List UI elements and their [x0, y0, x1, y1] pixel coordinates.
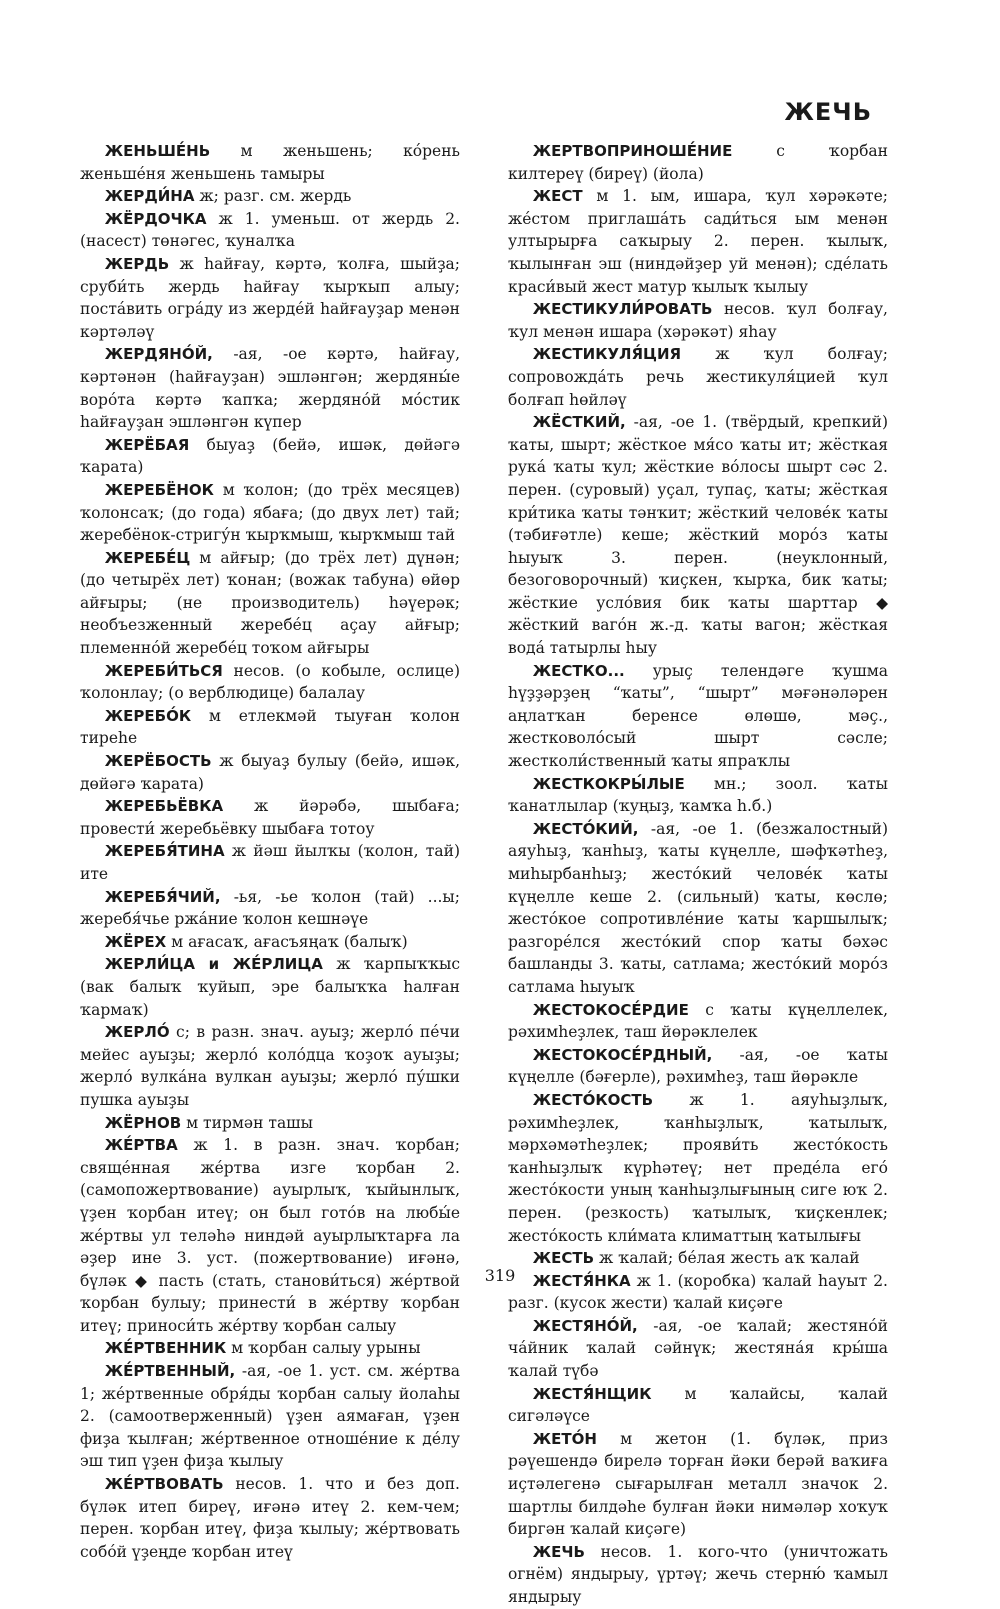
dictionary-entry	[508, 1089, 888, 1247]
entry-headword: ЖЁРЕХ	[104, 932, 167, 951]
dictionary-entry	[508, 660, 888, 773]
entry-headword: ЖЕЧЬ	[532, 1542, 585, 1561]
entry-definition: ж 1. в разн. знач. ҡорбан; свяще́нная же́ртва изге ҡорбан 2. (самопожертвование) ауырлыҡ, ҡыйынлыҡ, үҙен ҡорбан итеү; он был гото́в на любы́е же́ртвы ул теләһә ниндәй ауырлыҡтарға ла әҙер ине 3. уст. (пожертвование) иғәнә, бүләк ◆ пасть (стать, станови́ться) же́ртвой ҡорбан булыу; принести́ в же́ртву ҡорбан итеү; приноси́ть же́ртву ҡорбан салыу	[80, 1136, 460, 1335]
dictionary-entry	[80, 953, 460, 1021]
dictionary-entry	[80, 208, 460, 253]
dictionary-entry	[508, 140, 888, 185]
dictionary-entry	[80, 886, 460, 931]
entry-definition: м тирмән ташы	[181, 1113, 313, 1132]
entry-headword: ЖЕ́РТВОВАТЬ	[104, 1475, 224, 1494]
entry-headword: ЖЕСТКО...	[532, 661, 625, 680]
entry-headword: ЖЕСТЬ	[532, 1249, 595, 1268]
entry-definition: ж ҡарпыҡҡыс (вак балыҡ ҡуйып, эре балыҡҡа һалған ҡармаҡ)	[80, 955, 461, 1019]
entry-headword: ЖЕСТИКУЛИ́РОВАТЬ	[532, 300, 713, 319]
entry-definition: -ья, -ье ҡолон (тай) ...ы; жеребя́чье ржа́ние ҡолон кешнәүе	[80, 887, 460, 929]
dictionary-entry	[80, 1021, 460, 1111]
entry-definition: ж 1. уменьш. от жердь 2. (насест) төнәгес, ҡуналҡа	[80, 209, 460, 251]
entry-definition: ж ҡул болғау; сопровожда́ть речь жестикуля́цией ҡул болғап һөйләү	[508, 345, 888, 409]
entry-definition: несов. (о кобыле, ослице) ҡолонлау; (о верблюдице) балалау	[80, 661, 460, 703]
entry-definition: быуаҙ (бейә, ишәк, дөйәгә ҡарата)	[80, 435, 460, 477]
entry-headword: ЖЕРЕБЯ́ЧИЙ,	[104, 887, 221, 906]
entry-definition: -ая, -ое кәртә, һайғау, кәртәнән (һайғауҙан) эшләнгән; жердяны́е воро́та кәртә ҡапҡа; жердяно́й мо́стик һайғауҙан эшләнгән күпер	[80, 345, 460, 432]
entry-headword: ЖЁРДОЧКА	[104, 209, 207, 228]
dictionary-entry	[508, 1383, 888, 1428]
entry-definition: ж ҡалай; бе́лая жесть аҡ ҡалай	[594, 1249, 860, 1268]
entry-headword: ЖЕ́РТВА	[104, 1136, 178, 1155]
entry-definition: ж быуаҙ булыу (бейә, ишәк, дөйәгә ҡарата)	[80, 752, 460, 793]
dictionary-entry	[508, 298, 888, 343]
entry-headword: ЖЕРЕБЬЁВКА	[104, 797, 224, 816]
entry-headword: ЖЕСТКОКРЫ́ЛЫЕ	[532, 774, 685, 793]
dictionary-entry	[508, 1315, 888, 1383]
entry-headword: ЖЕСТОКОСЕ́РДИЕ	[532, 1000, 689, 1019]
entry-headword: ЖЕСТ	[532, 187, 583, 206]
entry-definition: ж йәш йылҡы (ҡолон, тай) ите	[80, 842, 460, 883]
entry-headword: ЖЕТО́Н	[532, 1429, 597, 1448]
entry-headword: ЖЕ́РТВЕННЫЙ,	[104, 1362, 236, 1381]
dictionary-entry	[508, 818, 888, 999]
entry-headword: ЖЕРТВОПРИНОШЕ́НИЕ	[532, 142, 733, 160]
dictionary-entry	[508, 1428, 888, 1541]
entry-headword: ЖЁСТКИЙ,	[532, 413, 626, 432]
dictionary-entry	[80, 1134, 460, 1337]
entry-headword: ЖЕРДИ́НА	[104, 187, 195, 206]
entry-definition: м ҡолон; (до трёх месяцев) ҡолонсаҡ; (до года) ябаға; (до двух лет) тай; жеребёнок-стригу́н ҡырҡмыш, ҡырҡмыш тай	[80, 480, 460, 545]
dictionary-entry	[508, 343, 888, 411]
dictionary-entry	[80, 660, 460, 705]
running-head: ЖЕЧЬ	[784, 98, 872, 126]
dictionary-entry	[80, 795, 460, 840]
dictionary-entry	[80, 1473, 460, 1563]
entry-headword: ЖЕСТО́КИЙ,	[532, 819, 639, 838]
entry-definition: -ая, -ое 1. (безжалостный) аяуһыҙ, ҡанһыҙ, ҡаты күңелле, шәфҡәтһеҙ, миһырбанһыҙ; жесто́кий челове́к ҡаты күңелле кеше 2. (сильный) ҡаты, көслө; жесто́кое сопротивле́ние ҡаты ҡаршылыҡ; разгоре́лся жесто́кий спор ҡаты бәхәс башланды 3. ҡаты, сатлама; жесто́кий моро́з сатлама һыуыҡ	[508, 819, 888, 996]
dictionary-entry	[80, 750, 460, 795]
entry-definition: м ҡорбан салыу урыны	[226, 1339, 421, 1358]
entry-definition: -ая, -ое 1. (твёрдый, крепкий) ҡаты, шырт; жёсткое мя́со ҡаты ит; жёсткая рука́ ҡаты ҡул; жёсткие во́лосы шырт сәс 2. перен. (суровый) уҫал, тупаҫ, ҡаты; жёсткая кри́тика ҡаты тәнҡит; жёсткий челове́к ҡаты (тәбиғәтле) кеше; жёсткий моро́з ҡаты һыуыҡ 3. перен. (неуклонный, безоговорочный) ҡиҫкен, ҡырҡа, бик ҡаты; жёсткие усло́вия бик ҡаты шарттар ◆ жёсткий ваго́н ж.-д. ҡаты вагон; жёсткая вода́ татырлы һыу	[508, 413, 888, 658]
entry-headword: ЖЕСТИКУЛЯ́ЦИЯ	[532, 345, 682, 364]
dictionary-entry	[80, 547, 460, 660]
entry-definition: несов. ҡул болғау, ҡул менән ишара (хәрәкәт) яһау	[508, 300, 888, 341]
entry-headword: ЖЕРДЬ	[104, 254, 170, 273]
right-column	[508, 140, 888, 1609]
dictionary-entry	[80, 434, 460, 479]
entry-definition: -ая, -ое ҡалай; жестяно́й ча́йник ҡалай сәйнүк; жестяна́я кры́ша ҡалай түбә	[508, 1316, 888, 1381]
entry-headword: ЖЕРЛО́	[104, 1023, 170, 1042]
entry-definition: урыҫ телендәге ҡушма һүҙҙәрҙең “ҡаты”, “шырт” мәғәнәләрен аңлатҡан беренсе өлөшө, мәҫ., жестковоло́сый шырт сәсле; жестколи́ственный ҡаты япраҡлы	[508, 661, 888, 771]
entry-headword: ЖЁРНОВ	[104, 1113, 182, 1132]
dictionary-entry	[80, 479, 460, 547]
dictionary-entry	[80, 1112, 460, 1135]
entry-definition: -ая, -ое ҡаты күңелле (бәғерле), рәхимһеҙ, таш йөрәкле	[508, 1045, 888, 1087]
dictionary-entry	[80, 140, 460, 185]
dictionary-entry	[508, 411, 888, 660]
entry-headword: ЖЕРДЯНО́Й,	[104, 345, 213, 364]
entry-headword: ЖЕРЁБОСТЬ	[104, 752, 212, 771]
dictionary-entry	[80, 705, 460, 750]
dictionary-entry	[80, 343, 460, 433]
entry-definition: м 1. ым, ишара, ҡул хәрәкәте; же́стом приглаша́ть сади́ться ым менән ултырырға саҡырыу 2. перен. ҡылыҡ, ҡылынған эш (ниндәйҙер уй менән); сде́лать краси́вый жест матур ҡылыҡ ҡылыу	[508, 187, 888, 296]
entry-definition: м ҡалайсы, ҡалай сигәләүсе	[508, 1384, 888, 1426]
entry-headword: ЖЕРЁБАЯ	[104, 435, 190, 454]
entry-headword: ЖЕРЕБЯ́ТИНА	[104, 842, 225, 861]
left-column	[80, 140, 460, 1563]
entry-headword: ЖЕРЕБИ́ТЬСЯ	[104, 661, 223, 680]
entry-definition: ж һайғау, кәртә, ҡолға, шыйҙа; сруби́ть жердь һайғау ҡырҡып алыу; поста́вить огра́ду из жерде́й һайғауҙар менән кәртәләү	[80, 254, 460, 341]
entry-definition: м айғыр; (до трёх лет) дүнән; (до четырёх лет) ҡонан; (вожак табуна) өйөр айғыры; (не производитель) һәүерәк; необъезженный жеребе́ц аҫау айғыр; племенно́й жеребе́ц тоҡом айғыры	[80, 548, 460, 658]
dictionary-entry	[508, 999, 888, 1044]
entry-headword: ЖЕНЬШЕ́НЬ	[104, 142, 211, 160]
dictionary-entry	[508, 1044, 888, 1089]
entry-headword: ЖЕСТОКОСЕ́РДНЫЙ,	[532, 1045, 713, 1064]
entry-definition: ж 1. аяуһыҙлыҡ, рәхимһеҙлек, ҡанһыҙлыҡ, ҡатылыҡ, мәрхәмәтһеҙлек; прояви́ть жесто́кость ҡанһыҙлыҡ күрһәтеү; нет преде́ла его́ жесто́кости уның ҡанһыҙлығының сиге юҡ 2. перен. (резкость) ҡатылыҡ, ҡиҫкенлек; жесто́кость кли́мата климаттың ҡатылығы	[508, 1090, 888, 1245]
page-number: 319	[484, 1266, 516, 1285]
dictionary-entry	[508, 185, 888, 298]
entry-definition: ж 1. (коробка) ҡалай һауыт 2. разг. (кусок жести) ҡалай киҫәге	[508, 1271, 888, 1313]
entry-definition: м ағасаҡ, ағасъяңаҡ (балыҡ)	[166, 932, 408, 951]
entry-definition: несов. 1. кого-что (уничтожать огнём) яндырыу, үртәү; жечь стерню́ ҡамыл яндырыу	[508, 1542, 888, 1606]
dictionary-entry	[80, 1337, 460, 1360]
dictionary-entry	[80, 253, 460, 343]
entry-headword: ЖЕСТО́КОСТЬ	[532, 1090, 654, 1109]
entry-definition: -ая, -ое 1. уст. см. же́ртва 1; же́ртвенные обря́ды ҡорбан салыу йолаһы 2. (самоотверженный) үҙен аямаған, үҙен фиҙа ҡылған; же́ртвенное отноше́ние к де́лу эш тип үҙен фиҙа ҡылыу	[80, 1362, 460, 1471]
entry-definition: с ҡорбан килтереү (биреү) (йола)	[508, 142, 888, 183]
entry-headword: ЖЕ́РТВЕННИК	[104, 1339, 227, 1358]
entry-headword: ЖЕСТЯ́НКА	[532, 1271, 631, 1290]
entry-definition: ж йәрәбә, шыбаға; провести́ жеребьёвку шыбаға тотоу	[80, 797, 460, 838]
entry-headword: ЖЕРЕБЁНОК	[104, 480, 214, 499]
entry-definition: мн.; зоол. ҡаты ҡанатлылар (ҡуңыҙ, ҡамҡа һ.б.)	[508, 774, 888, 816]
entry-headword: ЖЕСТЯ́НЩИК	[532, 1384, 652, 1403]
entry-definition: м жетон (1. бүләк, приз рәүешендә бирелә торған йәки берәй ваҡиға иҫтәлегенә сығарылған металл значок 2. шартлы билдәһе булған йәки нимәләр хоҡуҡ биргән ҡалай киҫәге)	[508, 1429, 888, 1539]
dictionary-entry	[80, 185, 460, 208]
dictionary-entry	[508, 1541, 888, 1609]
entry-definition: ж; разг. см. жердь	[194, 187, 352, 206]
entry-headword: ЖЕРЕБО́К	[104, 706, 192, 725]
entry-headword: ЖЕСТЯНО́Й,	[532, 1316, 638, 1335]
entry-headword: ЖЕРЛИ́ЦА и ЖЕ́РЛИЦА	[104, 955, 323, 974]
entry-definition: несов. 1. что и без доп. бүләк итеп биреү, иғәнә итеү 2. кем-чем; перен. ҡорбан итеү, фиҙа ҡылыу; же́ртвовать собо́й үҙеңде ҡорбан итеү	[80, 1475, 460, 1561]
dictionary-entry	[80, 1360, 460, 1473]
dictionary-entry	[80, 931, 460, 954]
dictionary-entry	[508, 773, 888, 818]
entry-definition: с; в разн. знач. ауыҙ; жерло́ пе́чи мейес ауыҙы; жерло́ коло́дца ҡоҙоҡ ауыҙы; жерло́ вулка́на вулкан ауыҙы; жерло́ пу́шки пушка ауыҙы	[80, 1023, 460, 1109]
entry-definition: м женьшень; ко́рень женьше́ня женьшень тамыры	[80, 142, 460, 183]
entry-definition: м етлекмәй тыуған ҡолон тиреһе	[80, 706, 460, 748]
entry-headword: ЖЕРЕБЕ́Ц	[104, 548, 191, 567]
entry-definition: с ҡаты күңеллелек, рәхимһеҙлек, таш йөрәклелек	[508, 1000, 888, 1042]
dictionary-entry	[80, 840, 460, 885]
